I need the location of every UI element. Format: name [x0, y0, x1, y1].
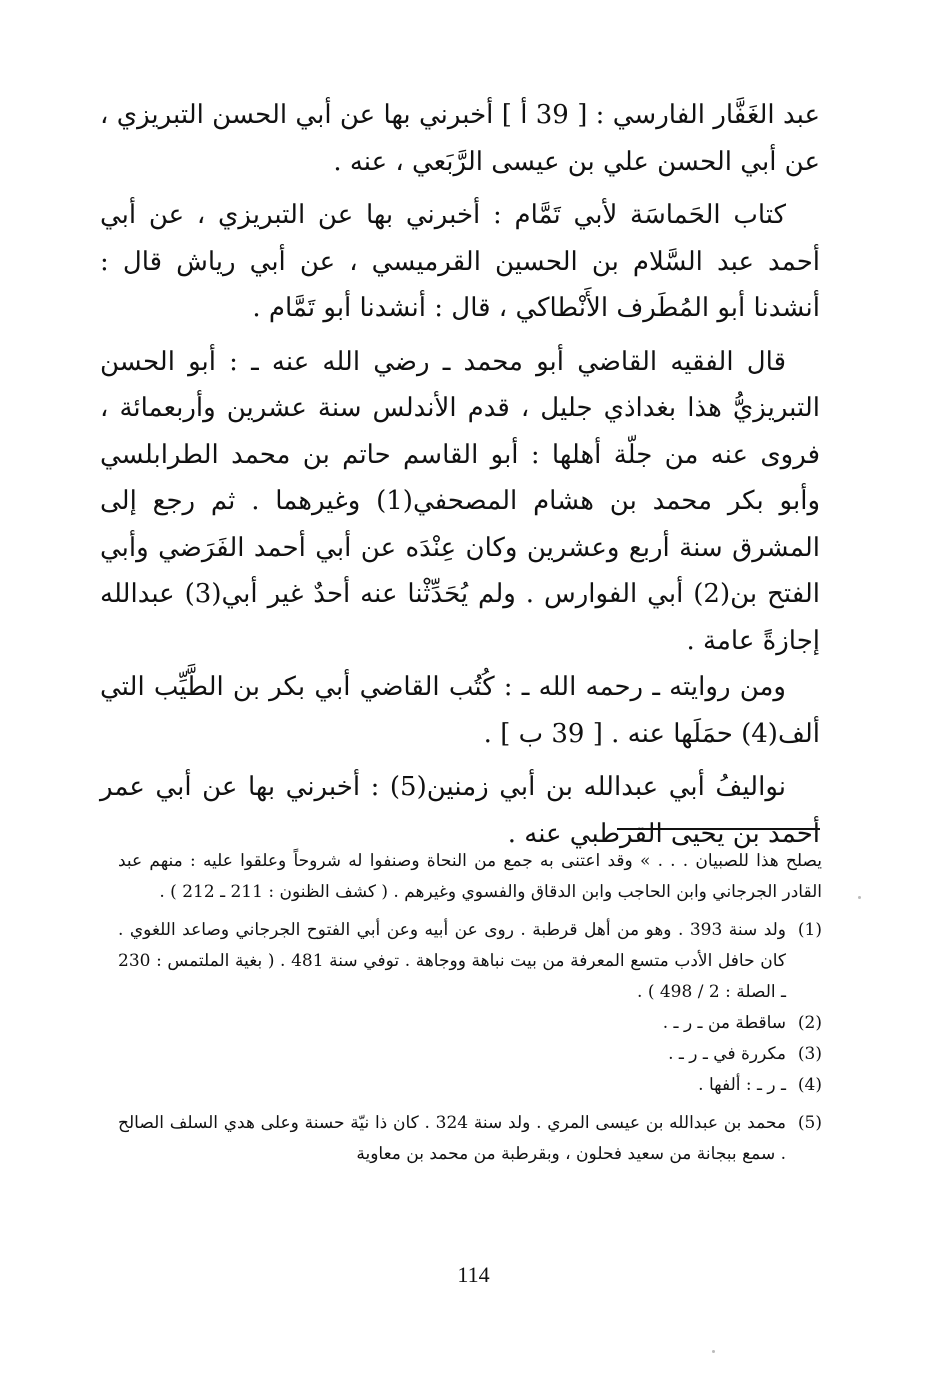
footnote-separator [617, 828, 820, 830]
paragraph-1: عبد الغَفَّار الفارسي : [ 39 أ ] أخبرني بها عن أبي الحسن التبريزي ، عن أبي الحسن علي بن عيسى الرَّبَعي ، عنه . [100, 100, 820, 177]
footnote-number: (1) [797, 920, 822, 940]
footnote-text: ـ ر ـ : ألفها . [698, 1075, 786, 1095]
footnote-number: (5) [797, 1113, 822, 1133]
main-text [100, 92, 820, 857]
footnote-number: (2) [797, 1013, 822, 1033]
footnote-1 [118, 915, 822, 1008]
paragraph-4: ومن روايته ـ رحمه الله ـ : كُتُب القاضي أبي بكر بن الطَّيِّب التي ألف(4) حمَلَها عنه . [ 39 ب ] . [100, 672, 820, 749]
footnote-text: ساقطة من ـ ر ـ . [662, 1013, 786, 1033]
scan-speck [858, 896, 861, 899]
scan-speck [712, 1350, 715, 1353]
paragraph-2: كتاب الحَماسَة لأبي تَمَّام : أخبرني بها عن التبريزي ، عن أبي أحمد عبد السَّلام بن الحسين القرميسي ، عن أبي رياش قال : أنشدنا أبو المُطَرف الأَنْطاكي ، قال : أنشدنا أبو تَمَّام . [100, 200, 820, 323]
footnote-number: (3) [797, 1044, 822, 1064]
footnotes [118, 846, 822, 1170]
footnote-continuation [118, 846, 822, 908]
paragraph-5: نواليفُ أبي عبدالله بن أبي زمنين(5) : أخبرني بها عن أبي عمر أحمد بن يحيى القرطبي عنه . [100, 772, 820, 849]
footnote-text: مكررة في ـ ر ـ . [668, 1044, 786, 1064]
footnote-continuation-text: يصلح هذا للصبيان . . . » وقد اعتنى به جمع من النحاة وصنفوا له شروحاً وعلقوا عليه : منهم عبد القادر الجرجاني وابن الحاجب وابن الدقاق والفسوي وغيرهم . ( كشف الظنون : 211 ـ 212 ) . [118, 851, 822, 902]
footnote-number: (4) [797, 1075, 822, 1095]
footnote-3 [118, 1039, 822, 1070]
footnote-5 [118, 1108, 822, 1170]
footnote-4 [118, 1070, 822, 1101]
paragraph-3: قال الفقيه القاضي أبو محمد ـ رضي الله عنه ـ : أبو الحسن التبريزيُّ هذا بغداذي جليل ، قدم الأندلس سنة عشرين وأربعمائة ، فروى عنه من جلّة أهلها : أبو القاسم حاتم بن محمد الطرابلسي وأبو بكر محمد بن هشام المصحفي(1) وغيرهما . ثم رجع إلى المشرق سنة أربع وعشرين وكان عِنْدَه عن أبي أحمد الفَرَضي وأبي الفتح بن(2) أبي الفوارس . ولم يُحَدِّثْنا عنه أحدٌ غير أبي(3) عبدالله إجازةً عامة . [100, 346, 821, 656]
footnote-2 [118, 1008, 822, 1039]
footnote-text: ولد سنة 393 . وهو من أهل قرطبة . روى عن أبيه وعن أبي الفتوح الجرجاني وصاعد اللغوي . كان حافل الأدب متسع المعرفة من بيت نباهة ووجاهة . توفي سنة 481 . ( بغية الملتمس : 230 ـ الصلة : 2 / 498 ) . [118, 920, 787, 1002]
page-number: 114 [457, 1262, 490, 1287]
footnote-text: محمد بن عبدالله بن عيسى المري . ولد سنة 324 . كان ذا نيّة حسنة وعلى هدي السلف الصالح . سمع ببجانة من سعيد فحلون ، وبقرطبة من محمد بن معاوية [118, 1113, 786, 1164]
